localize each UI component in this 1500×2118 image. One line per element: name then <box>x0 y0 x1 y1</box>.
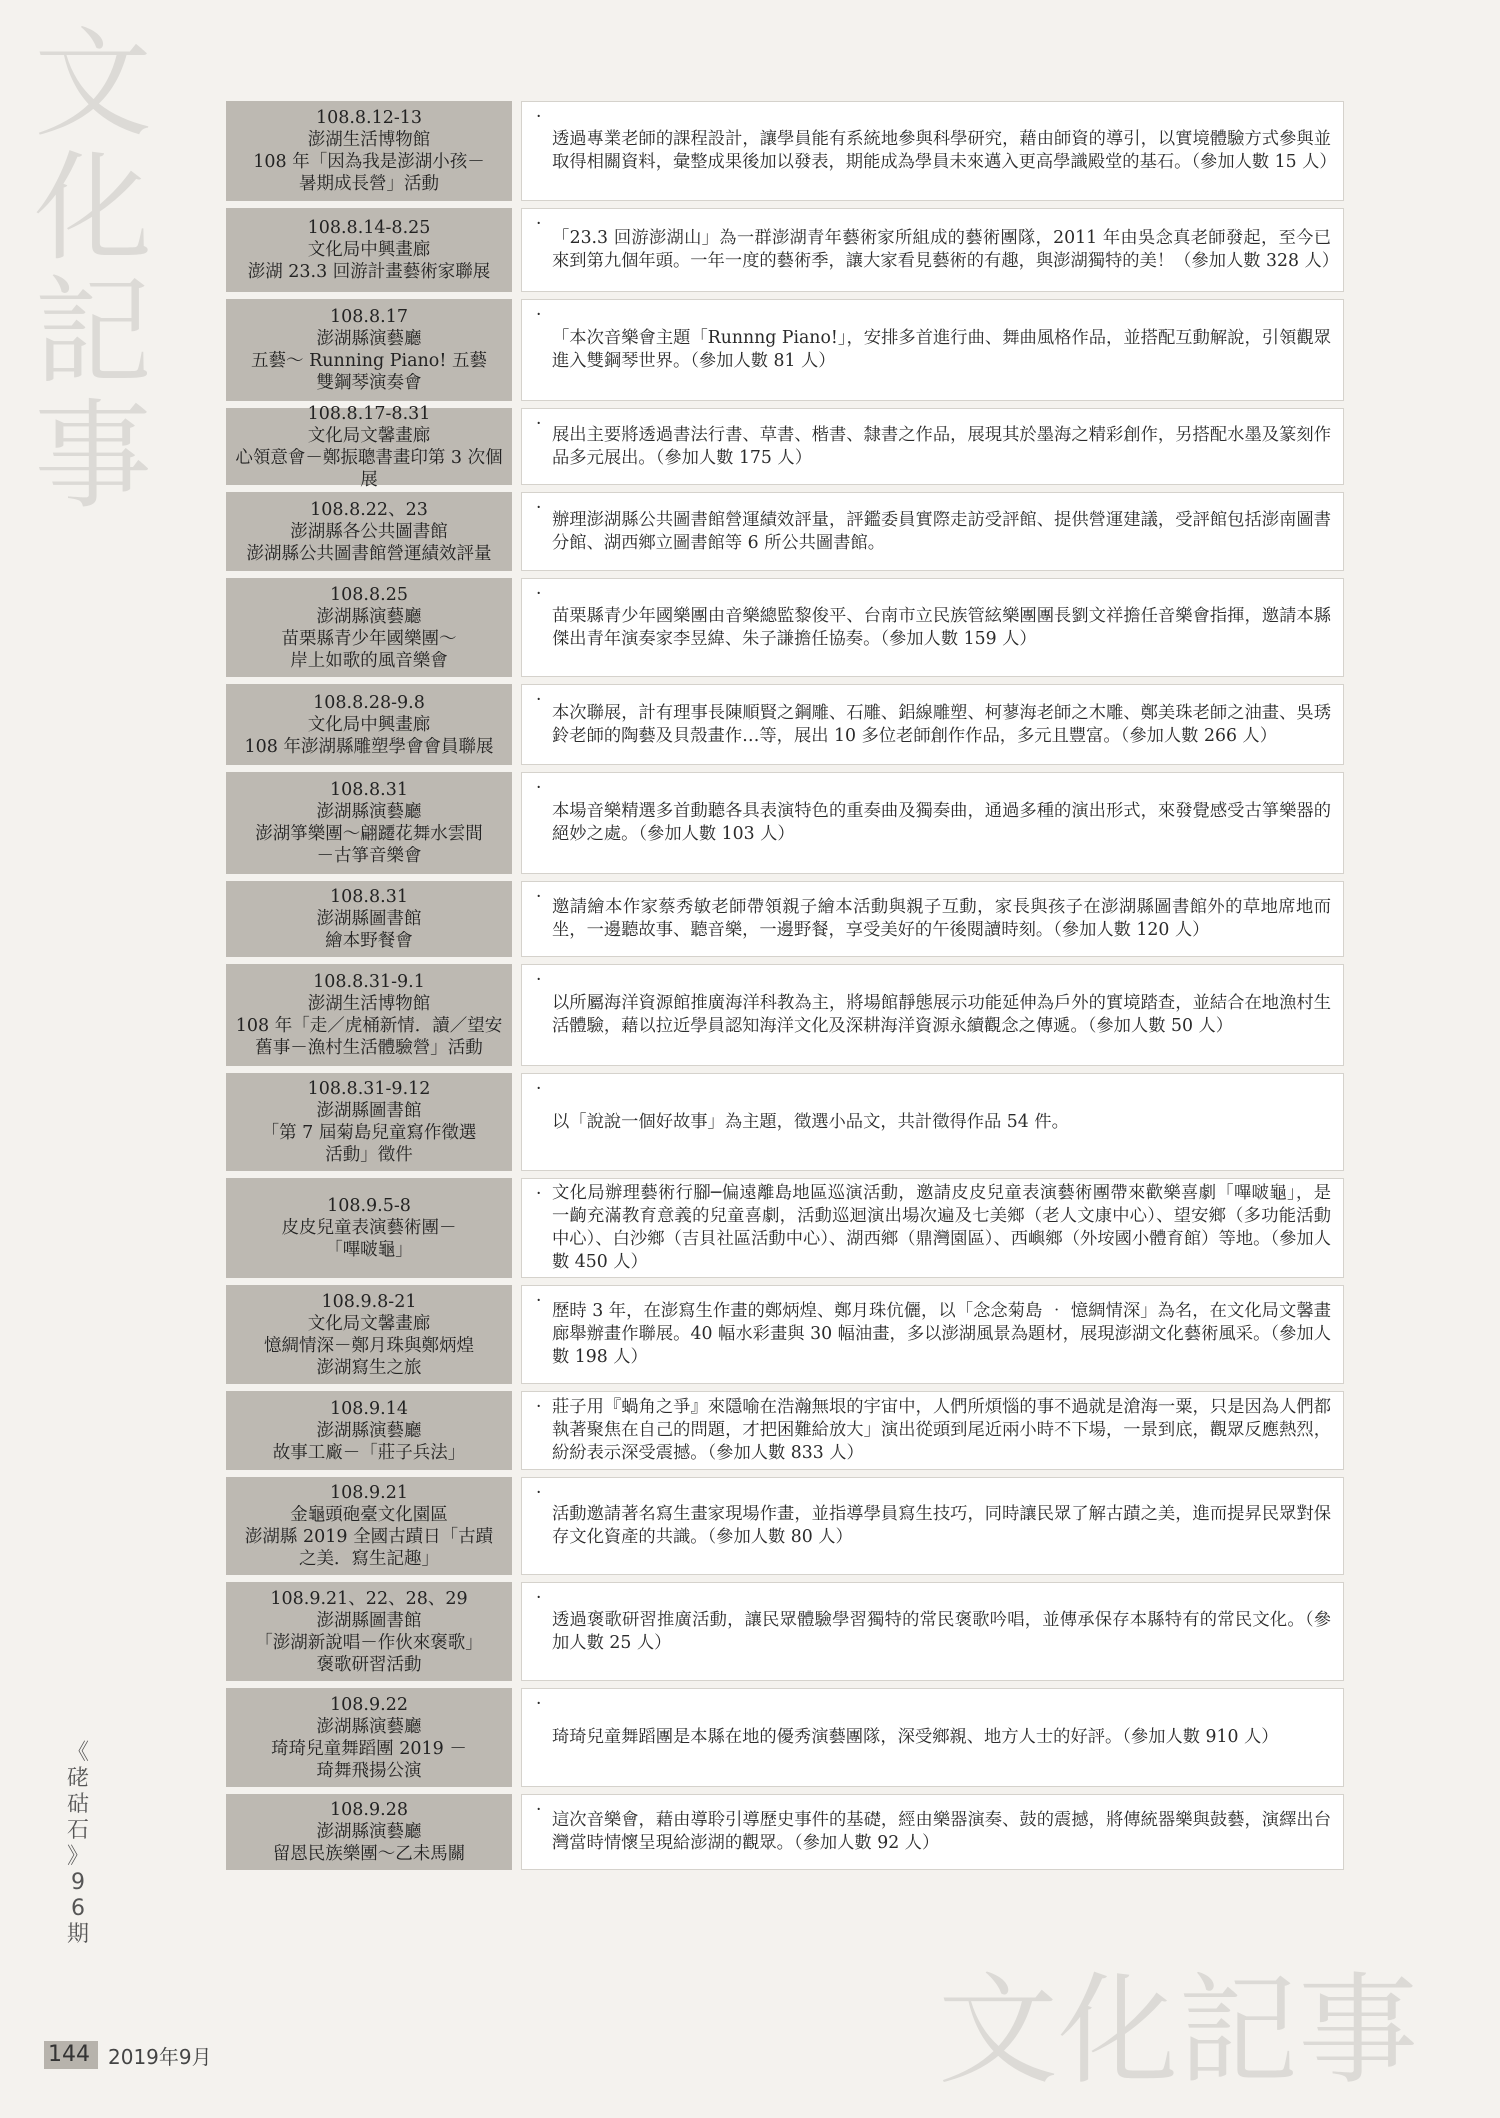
event-info-cell <box>226 1391 512 1470</box>
page-number: 144 <box>44 2041 98 2069</box>
event-info-cell <box>226 684 512 765</box>
event-info-line: 故事工廠－「莊子兵法」 <box>272 1442 466 1463</box>
event-info-line: 澎湖縣演藝廳 <box>316 329 422 349</box>
event-description: 透過褒歌研習推廣活動，讓民眾體驗學習獨特的常民褒歌吟唱，並傳承保存本縣特有的常民文化。（參加人數 25 人） <box>552 1609 1331 1653</box>
bullet-icon: · <box>536 1800 542 1820</box>
event-date: 108.8.28-9.8 <box>313 692 425 713</box>
event-description: 文化局辦理藝術行腳─偏遠離島地區巡演活動，邀請皮皮兒童表演藝術團帶來歡樂喜劇「嗶啵龜」，是一齣充滿教育意義的兒童喜劇，活動巡迴演出場次遍及七美鄉（老人文康中心）、望安鄉（多功能活動中心）、白沙鄉（吉貝社區活動中心）、湖西鄉（鼎灣園區）、西嶼鄉（外垵國小體育館）等地。（參加人數 450 人） <box>552 1183 1331 1272</box>
event-description: 歷時 3 年，在澎寫生作畫的鄭炳煌、鄭月珠伉儷，以「念念菊島 ‧ 憶綢情深」為名，在文化局文馨畫廊舉辦畫作聯展。40 幅水彩畫與 30 幅油畫，多以澎湖風景為題材，展現澎湖文化藝術風采。（參加人數 198 人） <box>552 1301 1331 1367</box>
event-date: 108.8.14-8.25 <box>307 218 431 238</box>
bullet-icon: · <box>536 1694 542 1714</box>
bottom-section-title: 文化記事 <box>938 1962 1418 2101</box>
event-description-cell <box>521 881 1344 957</box>
event-row <box>226 101 1344 201</box>
event-description-cell <box>521 578 1344 677</box>
event-date: 108.9.28 <box>330 1800 408 1820</box>
event-date: 108.8.31-9.1 <box>313 972 425 992</box>
event-info-line: 「澎湖新說唱－作伙來褒歌」 <box>255 1632 483 1653</box>
event-description-cell <box>521 408 1344 485</box>
event-info-line: 苗栗縣青少年國樂團～ <box>281 628 457 649</box>
event-date: 108.8.25 <box>330 584 408 605</box>
event-info-line: 暑期成長營」活動 <box>299 174 439 194</box>
event-description: 這次音樂會，藉由導聆引導歷史事件的基礎，經由樂器演奏、鼓的震撼，將傳統器樂與鼓藝，演繹出台灣當時情懷呈現給澎湖的觀眾。（參加人數 92 人） <box>552 1810 1331 1853</box>
event-info-line: 澎湖箏樂團～翩躚花舞水雲間 <box>255 824 483 844</box>
bullet-icon: · <box>536 107 542 127</box>
issue-date: 2019年9月 <box>108 2044 212 2069</box>
event-row <box>226 403 1344 490</box>
event-info-line: 澎湖縣演藝廳 <box>316 802 422 822</box>
event-info-line: 文化局中興畫廊 <box>307 240 431 260</box>
event-description: 本場音樂精選多首動聽各具表演特色的重奏曲及獨奏曲，通過多種的演出形式，來發覺感受古箏樂器的絕妙之處。（參加人數 103 人） <box>552 801 1331 844</box>
event-info-cell <box>226 772 512 874</box>
event-info-line: 雙鋼琴演奏會 <box>316 373 422 393</box>
event-date: 108.8.31 <box>330 887 408 907</box>
event-date: 108.9.21、22、28、29 <box>270 1588 468 1609</box>
event-description-cell <box>521 1794 1344 1870</box>
bullet-icon: · <box>536 214 542 234</box>
event-description: 以所屬海洋資源館推廣海洋科教為主，將場館靜態展示功能延伸為戶外的實境踏查，並結合在地漁村生活體驗，藉以拉近學員認知海洋文化及深耕海洋資源永續觀念之傳遞。（參加人數 50 人） <box>552 993 1331 1036</box>
event-info-line: 舊事－漁村生活體驗營」活動 <box>255 1038 483 1058</box>
event-info-line: 岸上如歌的風音樂會 <box>290 650 448 671</box>
event-info-line: －古箏音樂會 <box>316 846 422 866</box>
event-info-cell <box>226 1178 512 1278</box>
event-row <box>226 684 1344 765</box>
event-info-line: 澎湖寫生之旅 <box>316 1357 422 1378</box>
bullet-icon: · <box>536 1483 542 1503</box>
event-date: 108.9.8-21 <box>321 1291 417 1312</box>
event-info-cell <box>226 101 512 201</box>
event-info-cell <box>226 299 512 401</box>
event-info-cell <box>226 492 512 571</box>
event-description: 琦琦兒童舞蹈團是本縣在地的優秀演藝團隊，深受鄉親、地方人士的好評。（參加人數 910 人） <box>552 1727 1279 1747</box>
event-info-line: 108 年「走／虎桶新情．讀／望安 <box>235 1016 503 1036</box>
event-info-cell <box>226 1582 512 1681</box>
event-date: 108.9.22 <box>330 1694 408 1715</box>
event-description-cell <box>521 1688 1344 1787</box>
event-date: 108.9.5-8 <box>327 1196 411 1216</box>
event-description: 活動邀請著名寫生畫家現場作畫，並指導學員寫生技巧，同時讓民眾了解古蹟之美，進而提昇民眾對保存文化資產的共識。（參加人數 80 人） <box>552 1504 1331 1547</box>
event-info-line: 憶綢情深－鄭月珠與鄭炳煌 <box>264 1335 474 1356</box>
event-info-line: 108 年澎湖縣雕塑學會會員聯展 <box>244 736 494 757</box>
event-row <box>226 1391 1344 1470</box>
side-section-title: 文 化 記 事 <box>33 15 152 525</box>
event-row <box>226 1073 1344 1171</box>
event-info-line: 澎湖縣演藝廳 <box>316 606 422 627</box>
magazine-name: 《 硓 𥑮 石 》 9 6 期 <box>66 1740 89 1947</box>
event-info-cell <box>226 881 512 957</box>
event-info-cell <box>226 1688 512 1787</box>
event-info-cell <box>226 1285 512 1384</box>
event-description: 莊子用『蝸角之爭』來隱喻在浩瀚無垠的宇宙中，人們所煩惱的事不過就是滄海一粟，只是因為人們都執著聚焦在自己的問題，才把困難給放大」演出從頭到尾近兩小時不下場，一景到底，觀眾反應熱烈，紛紛表示深受震撼。（參加人數 833 人） <box>552 1397 1331 1463</box>
event-row <box>226 1794 1344 1870</box>
event-description: 辦理澎湖縣公共圖書館營運績效評量，評鑑委員實際走訪受評館、提供營運建議，受評館包括澎南圖書分館、湖西鄉立圖書館等 6 所公共圖書館。 <box>552 509 1331 553</box>
event-date: 108.9.21 <box>330 1483 408 1503</box>
event-info-line: 之美．寫生記趣」 <box>299 1549 439 1569</box>
event-date: 108.8.12-13 <box>315 108 423 128</box>
event-info-line: 繪本野餐會 <box>325 931 413 951</box>
event-info-line: 琦琦兒童舞蹈團 2019 － <box>271 1738 467 1759</box>
bullet-icon: · <box>536 1588 542 1608</box>
event-row <box>226 208 1344 292</box>
event-row <box>226 881 1344 957</box>
event-info-line: 文化局文馨畫廊 <box>307 1313 431 1334</box>
event-info-line: 澎湖生活博物館 <box>307 130 431 150</box>
event-description: 以「說說一個好故事」為主題，徵選小品文，共計徵得作品 54 件。 <box>552 1111 1069 1132</box>
event-description-cell <box>521 1285 1344 1384</box>
event-info-line: 澎湖 23.3 回游計畫藝術家聯展 <box>247 262 491 282</box>
event-info-line: 琦舞飛揚公演 <box>316 1760 422 1781</box>
event-description: 「本次音樂會主題「Runnng Piano!」，安排多首進行曲、舞曲風格作品，並搭配互動解說，引領觀眾進入雙鋼琴世界。（參加人數 81 人） <box>552 328 1331 371</box>
event-description-cell <box>521 1178 1344 1278</box>
bullet-icon: · <box>536 1184 542 1204</box>
event-date: 108.9.14 <box>330 1398 408 1419</box>
bullet-icon: · <box>536 498 542 518</box>
event-info-line: 澎湖縣圖書館 <box>316 909 422 929</box>
event-description-cell <box>521 299 1344 401</box>
event-row <box>226 1688 1344 1787</box>
event-description-cell <box>521 492 1344 571</box>
event-info-line: 澎湖縣公共圖書館營運績效評量 <box>246 543 492 564</box>
event-description: 本次聯展，計有理事長陳順賢之鋼雕、石雕、鋁線雕塑、柯蓼海老師之木雕、鄭美珠老師之油畫、吳琇鈴老師的陶藝及貝殼畫作…等，展出 10 多位老師創作作品，多元且豐富。（參加人數 266 人） <box>552 702 1331 746</box>
event-info-line: 「第 7 屆菊島兒童寫作徵選 <box>261 1123 477 1143</box>
bullet-icon: · <box>536 778 542 798</box>
bullet-icon: · <box>536 887 542 907</box>
events-table <box>226 101 1344 1877</box>
event-info-cell <box>226 1794 512 1870</box>
event-description-cell <box>521 1391 1344 1470</box>
event-info-line: 心領意會－鄭振聰書畫印第 3 次個展 <box>235 447 503 490</box>
event-date: 108.8.31 <box>330 780 408 800</box>
event-row <box>226 772 1344 874</box>
event-description-cell <box>521 772 1344 874</box>
event-info-line: 五藝～ Running Piano! 五藝 <box>251 351 487 371</box>
event-date: 108.8.17-8.31 <box>307 403 431 424</box>
event-row <box>226 1178 1344 1278</box>
bullet-icon: · <box>536 414 542 434</box>
event-row <box>226 578 1344 677</box>
event-info-cell <box>226 1477 512 1575</box>
event-info-line: 皮皮兒童表演藝術團－ <box>281 1218 457 1238</box>
bullet-icon: · <box>536 1397 542 1417</box>
event-description: 透過專業老師的課程設計，讓學員能有系統地參與科學研究，藉由師資的導引，以實境體驗方式參與並取得相關資料，彙整成果後加以發表，期能成為學員未來邁入更高學識殿堂的基石。（參加人數 15 人） <box>552 129 1337 172</box>
event-row <box>226 299 1344 401</box>
bullet-icon: · <box>536 1079 542 1099</box>
event-info-cell <box>226 964 512 1066</box>
event-description-cell <box>521 1073 1344 1171</box>
event-info-line: 「嗶啵龜」 <box>325 1240 413 1260</box>
bullet-icon: · <box>536 584 542 604</box>
event-description: 邀請繪本作家蔡秀敏老師帶領親子繪本活動與親子互動，家長與孩子在澎湖縣圖書館外的草地席地而坐，一邊聽故事、聽音樂，一邊野餐，享受美好的午後閱讀時刻。（參加人數 120 人） <box>552 897 1331 940</box>
event-date: 108.8.22、23 <box>310 499 428 520</box>
event-description-cell <box>521 964 1344 1066</box>
event-date: 108.8.31-9.12 <box>307 1079 431 1099</box>
event-row <box>226 1477 1344 1575</box>
event-description-cell <box>521 1582 1344 1681</box>
event-info-cell <box>226 1073 512 1171</box>
event-info-line: 澎湖縣演藝廳 <box>316 1716 422 1737</box>
event-info-line: 文化局中興畫廊 <box>307 714 431 735</box>
event-row <box>226 1582 1344 1681</box>
event-info-line: 褒歌研習活動 <box>316 1654 422 1675</box>
event-info-line: 澎湖縣圖書館 <box>316 1610 422 1631</box>
event-info-line: 澎湖生活博物館 <box>307 994 431 1014</box>
event-description-cell <box>521 1477 1344 1575</box>
page-footer <box>44 2040 212 2070</box>
event-info-line: 文化局文馨畫廊 <box>307 425 431 446</box>
event-description-cell <box>521 208 1344 292</box>
event-info-cell <box>226 403 512 490</box>
event-info-line: 澎湖縣演藝廳 <box>316 1822 422 1842</box>
event-description: 「23.3 回游澎湖山」為一群澎湖青年藝術家所組成的藝術團隊，2011 年由吳念真老師發起，至今已來到第九個年頭。一年一度的藝術季，讓大家看見藝術的有趣，與澎湖獨特的美！（參加人數 328 人） <box>552 228 1340 271</box>
event-date: 108.8.17 <box>330 307 408 327</box>
event-info-line: 澎湖縣圖書館 <box>316 1101 422 1121</box>
bullet-icon: · <box>536 690 542 710</box>
event-info-line: 澎湖縣演藝廳 <box>316 1420 422 1441</box>
event-info-line: 金龜頭砲臺文化園區 <box>290 1505 448 1525</box>
event-description-cell <box>521 101 1344 201</box>
event-row <box>226 492 1344 571</box>
event-info-line: 108 年「因為我是澎湖小孩－ <box>253 152 485 172</box>
event-info-line: 澎湖縣各公共圖書館 <box>290 521 448 542</box>
bullet-icon: · <box>536 305 542 325</box>
event-info-cell <box>226 208 512 292</box>
event-info-line: 澎湖縣 2019 全國古蹟日「古蹟 <box>244 1527 494 1547</box>
event-info-cell <box>226 578 512 677</box>
event-info-line: 留恩民族樂團～乙未馬關 <box>272 1844 466 1864</box>
event-row <box>226 1285 1344 1384</box>
event-description: 苗栗縣青少年國樂團由音樂總監黎俊平、台南市立民族管絃樂團團長劉文祥擔任音樂會指揮，邀請本縣傑出青年演奏家李昱緯、朱子謙擔任協奏。（參加人數 159 人） <box>552 605 1331 649</box>
bullet-icon: · <box>536 970 542 990</box>
bullet-icon: · <box>536 1291 542 1311</box>
event-row <box>226 964 1344 1066</box>
event-description: 展出主要將透過書法行書、草書、楷書、隸書之作品，展現其於墨海之精彩創作，另搭配水墨及篆刻作品多元展出。（參加人數 175 人） <box>552 424 1331 468</box>
event-info-line: 活動」徵件 <box>325 1145 413 1165</box>
event-description-cell <box>521 684 1344 765</box>
